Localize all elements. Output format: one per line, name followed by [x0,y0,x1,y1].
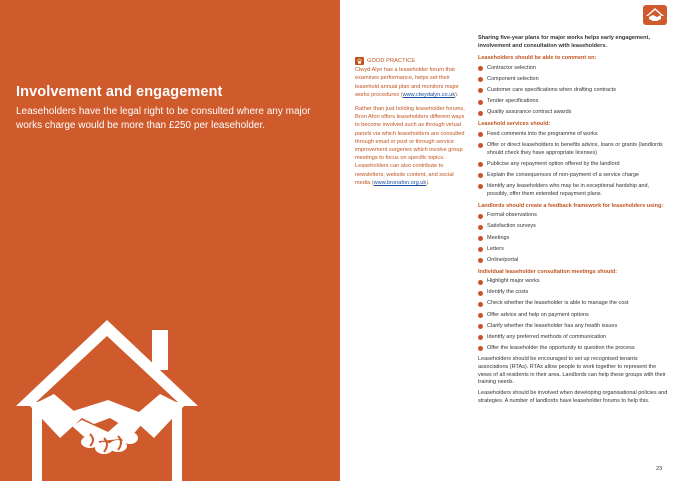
list-item: Online/portal [478,257,668,265]
house-handshake-icon [12,314,202,481]
list-item: Letters [478,246,668,254]
list-item: Check whether the leaseholder is able to manage the cost [478,300,668,308]
list-item: Publicise any repayment option offered by the landlord [478,161,668,169]
good-practice-paragraph: Rather than just holding leaseholder forums, Bron Afon offers leaseholders different ways to become involved such as through virtual panels via which leaseholders are consulted through email or post or through service improvement surgeries which involve group meetings to focus on specific topics. Leaseholders can also contribute to newsletters, website content, and social media (www.bronafon.org.uk). [355,106,465,186]
good-practice-heading [355,57,467,65]
list-item: Offer advice and help on payment options [478,312,668,320]
list-item: Identify any leaseholders who may be in exceptional hardship and, possibly, offer them extended repayment plans. [478,183,668,199]
bullet-list [478,212,668,264]
list-item: Contractor selection [478,65,668,73]
bullet-list [478,65,668,117]
good-practice-text: Rather than just holding leaseholder forums, Bron Afon offers leaseholders different ways to become involved such as through virtual panels via which leaseholders are consulted through email or post or through service improvement surgeries which involve group meetings to focus on specific topics. Leaseholders can also contribute to newsletters, website content, and social media [355,106,465,186]
bronafon-link[interactable]: www.bronafon.org.uk [373,179,427,186]
list-item: Satisfaction surveys [478,223,668,231]
list-item: Clarify whether the leaseholder has any health issues [478,323,668,331]
page-title: Involvement and engagement [16,84,223,100]
good-practice-box [355,57,467,187]
house-badge-icon [355,57,364,65]
lead-paragraph: Sharing five-year plans for major works helps early engagement, involvement and consultation with leaseholders. [478,35,650,49]
body-paragraph: Leaseholders should be involved when developing organisational policies and strategies. A number of landlords have leaseholder forums to help this. [478,390,668,404]
list-item: Highlight major works [478,278,668,286]
body-paragraph: Leaseholders should be encouraged to set up recognised tenants associations (RTAs). RTAs allow people to work together to represent the views of all residents in their area. Landlords can help these groups with their training needs. [478,355,666,386]
section-heading: Leaseholders should be able to comment on: [478,55,597,61]
house-handshake-logo-icon [643,5,667,25]
list-item: Offer or direct leaseholders to benefits advice, loans or grants (landlords should check they have appropriate licenses) [478,142,668,158]
list-item: Meetings [478,235,668,243]
list-item: Component selection [478,76,668,84]
page-number: 23 [656,466,663,472]
list-item: Feed comments into the programme of works [478,131,668,139]
list-item: Tender specifications [478,98,668,106]
list-item: Formal observations [478,212,668,220]
list-item: Customer care specifications when drafting contracts [478,87,668,95]
list-item: Identify any preferred methods of communication [478,334,668,342]
section-heading: Individual leaseholder consultation meetings should: [478,268,618,275]
list-item: Quality assurance contract awards [478,109,668,117]
list-item: Explain the consequences of non-payment of a service charge [478,172,668,180]
list-item: Offer the leaseholder the opportunity to question the process [478,345,668,353]
intro-text: Leaseholders have the legal right to be consulted where any major works charge would be more than £250 per leaseholder. [16,106,311,131]
section-heading: Leasehold services should: [478,120,551,127]
good-practice-label: GOOD PRACTICE [367,58,416,64]
section-heading: Landlords should create a feedback framework for leaseholders using: [478,202,664,209]
bullet-list [478,131,668,199]
bullet-list [478,278,668,352]
main-column [478,34,668,409]
clwydalyn-link[interactable]: www.clwydalyn.co.uk [402,91,456,98]
list-item: Identify the costs [478,289,668,297]
good-practice-text: Clwyd Alyn has a leaseholder forum that examines performance, helps set their leasehold annual plan and monitors major works procedures [355,67,459,98]
good-practice-paragraph: Clwyd Alyn has a leaseholder forum that examines performance, helps set their leasehold annual plan and monitors major works procedures (www.clwydalyn.co.uk). [355,67,459,98]
